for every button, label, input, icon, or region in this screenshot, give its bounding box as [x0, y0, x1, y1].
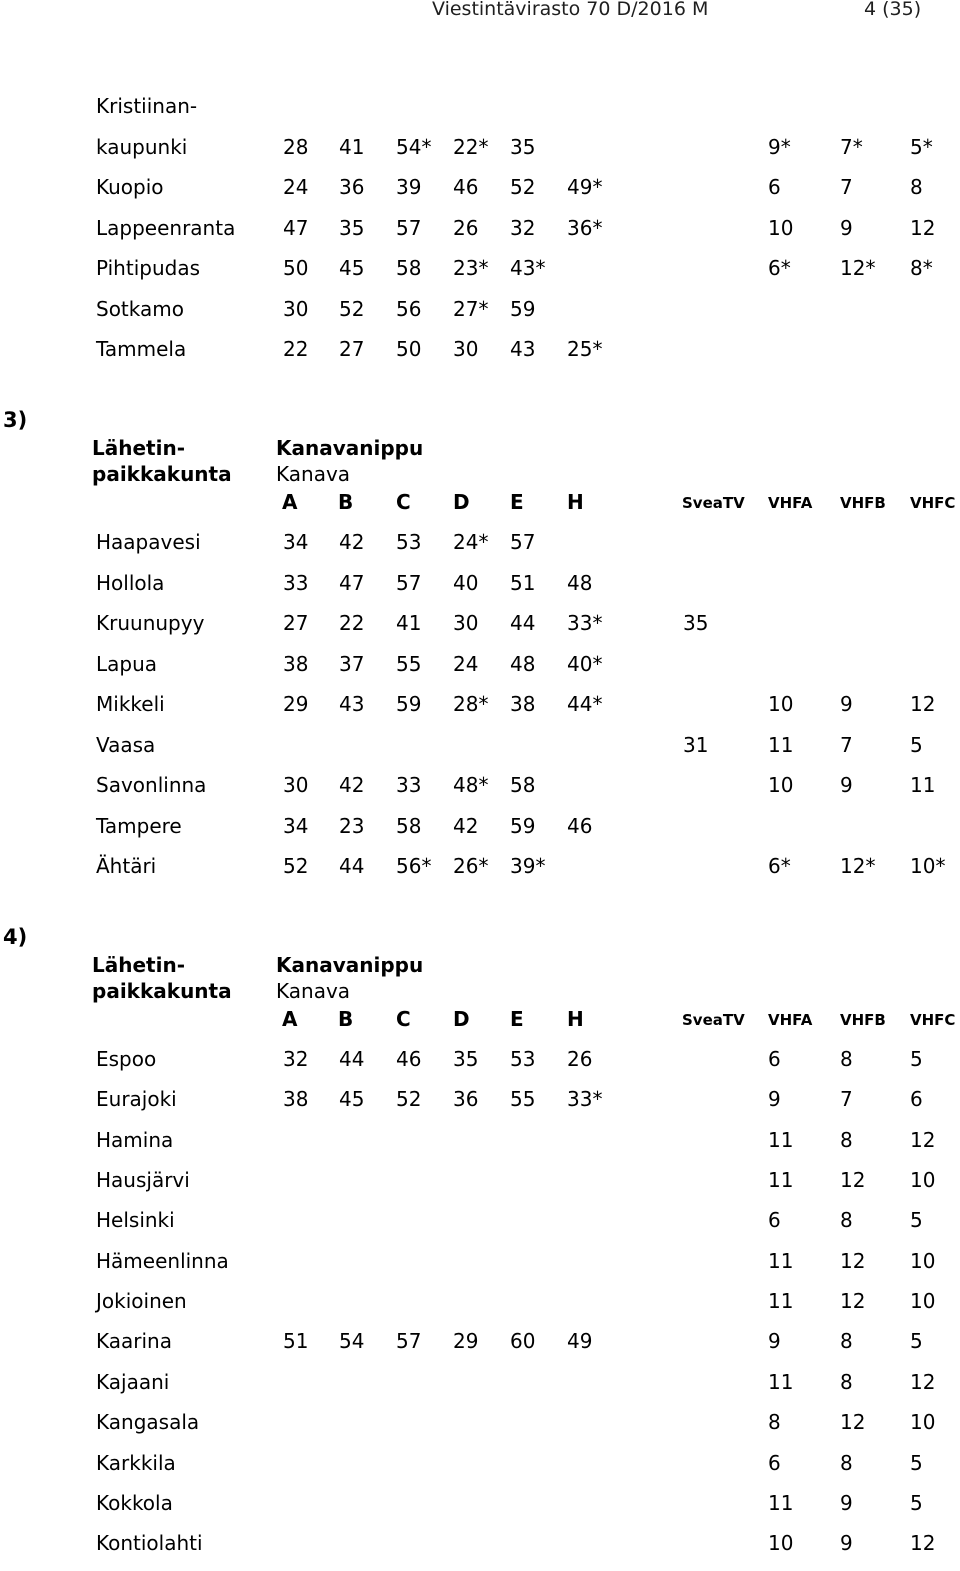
table-row [0, 854, 960, 894]
table-row [0, 135, 960, 175]
location-name: Tammela [96, 337, 187, 361]
channel-value: 48* [453, 773, 489, 797]
channel-value: 5 [910, 1450, 923, 1475]
channel-value: 55 [396, 651, 422, 676]
channel-value: 36* [567, 215, 603, 240]
channel-value: 36 [339, 175, 365, 199]
channel-value: 28* [453, 692, 489, 716]
channel-value: 8 [768, 1410, 781, 1435]
location-name: Kangasala [96, 1410, 200, 1435]
channel-value: 6 [910, 1087, 923, 1112]
channel-value: 5 [910, 1329, 923, 1354]
channel-value: 27* [453, 296, 489, 321]
channel-value: 28 [283, 134, 309, 159]
channel-value: 22 [283, 337, 309, 361]
channel-value: 54* [396, 134, 432, 159]
channel-value: 39* [510, 854, 546, 878]
channel-value: 11 [768, 1248, 794, 1273]
channel-value: 26 [567, 1047, 593, 1071]
table-row [0, 1329, 960, 1369]
channel-value: 50 [396, 337, 422, 361]
table-row [0, 216, 960, 256]
channel-value: 12 [840, 1248, 866, 1273]
channel-value: 38 [283, 1087, 309, 1112]
column-header: VHFB [840, 494, 886, 512]
channel-value: 52 [339, 296, 365, 321]
location-name: Kontiolahti [96, 1531, 203, 1556]
location-name: Pihtipudas [96, 256, 200, 280]
channel-value: 34 [283, 813, 309, 838]
table-row [0, 337, 960, 377]
location-name: Hamina [96, 1127, 174, 1152]
table-row [0, 1128, 960, 1168]
channel-value: 59 [396, 692, 422, 716]
channel-value: 39 [396, 175, 422, 199]
channel-value: 5 [910, 1490, 923, 1515]
column-header: E [510, 490, 524, 514]
table-row [0, 571, 960, 611]
channel-value: 50 [283, 256, 309, 280]
channel-value: 46 [567, 813, 593, 838]
channel-value: 43* [510, 256, 546, 280]
channel-value: 8 [840, 1208, 853, 1233]
channel-value: 11 [910, 773, 936, 797]
channel-value: 9 [768, 1329, 781, 1354]
channel-value: 12 [840, 1289, 866, 1314]
channel-value: 54 [339, 1329, 365, 1354]
column-header: H [567, 1007, 584, 1031]
channel-value: 27 [283, 611, 309, 635]
channel-value: 46 [396, 1047, 422, 1071]
location-name: Haapavesi [96, 530, 201, 554]
channel-value: 6 [768, 1450, 781, 1475]
channel-value: 42 [339, 773, 365, 797]
channel-value: 60 [510, 1329, 536, 1354]
channel-value: 35 [339, 215, 365, 240]
page-number: 4 (35) [864, 0, 922, 20]
document-reference: Viestintävirasto 70 D/2016 M [432, 0, 709, 20]
table-row [0, 1491, 960, 1531]
table-row [0, 692, 960, 732]
channel-value: 22* [453, 134, 489, 159]
channel-value: 9 [768, 1087, 781, 1112]
channel-value: 9 [840, 692, 853, 716]
channel-value: 52 [510, 175, 536, 199]
channel-value: 6 [768, 1047, 781, 1071]
channel-value: 7* [840, 134, 863, 159]
location-name: Lappeenranta [96, 215, 236, 240]
channel-value: 5 [910, 1047, 923, 1071]
channel-value: 42 [339, 530, 365, 554]
column-header: SveaTV [682, 1011, 745, 1029]
channel-value: 57 [396, 215, 422, 240]
column-title-line2: paikkakunta [92, 979, 232, 1003]
channel-value: 11 [768, 1168, 794, 1193]
location-name: Hämeenlinna [96, 1248, 229, 1273]
channel-value: 30 [283, 296, 309, 321]
channel-value: 12 [910, 1531, 936, 1556]
column-header: B [338, 490, 354, 514]
channel-value: 8 [840, 1047, 853, 1071]
table-row [0, 1289, 960, 1329]
table-row [0, 256, 960, 296]
channel-value: 33* [567, 1087, 603, 1112]
column-header: H [567, 490, 584, 514]
location-name: Hausjärvi [96, 1168, 190, 1193]
table-row [0, 814, 960, 854]
channel-value: 5 [910, 732, 923, 757]
table-row [0, 1531, 960, 1571]
channel-value: 51 [510, 570, 536, 595]
page-header [0, 0, 960, 24]
channel-value: 29 [453, 1329, 479, 1354]
channel-value: 48 [567, 570, 593, 595]
column-header: E [510, 1007, 524, 1031]
channel-value: 7 [840, 1087, 853, 1112]
group-label: Kanavanippu [276, 436, 424, 460]
channel-value: 5 [910, 1208, 923, 1233]
channel-value: 6 [768, 1208, 781, 1233]
channel-value: 11 [768, 1369, 794, 1394]
location-name: Mikkeli [96, 692, 165, 716]
channel-value: 10 [910, 1289, 936, 1314]
column-header: VHFC [910, 494, 956, 512]
channel-value: 10 [768, 1531, 794, 1556]
location-name: Kajaani [96, 1369, 170, 1394]
channel-value: 7 [840, 732, 853, 757]
channel-value: 30 [283, 773, 309, 797]
column-title-line1: Lähetin- [92, 953, 185, 977]
channel-value: 12* [840, 854, 876, 878]
table-row [0, 1087, 960, 1127]
channel-value: 10 [910, 1168, 936, 1193]
channel-value: 8* [910, 256, 933, 280]
channel-value: 36 [453, 1087, 479, 1112]
column-header: D [453, 1007, 470, 1031]
channel-value: 6 [768, 175, 781, 199]
channel-value: 7 [840, 175, 853, 199]
channel-value: 5* [910, 134, 933, 159]
channel-value: 12 [910, 215, 936, 240]
location-name: Vaasa [96, 732, 156, 757]
channel-value: 58 [396, 256, 422, 280]
channel-value: 47 [283, 215, 309, 240]
column-header: VHFA [768, 1011, 813, 1029]
column-header: A [282, 1007, 298, 1031]
column-header: B [338, 1007, 354, 1031]
channel-value: 11 [768, 1127, 794, 1152]
channel-value: 27 [339, 337, 365, 361]
channel-value: 45 [339, 1087, 365, 1112]
channel-value: 22 [339, 611, 365, 635]
channel-value: 33* [567, 611, 603, 635]
channel-value: 45 [339, 256, 365, 280]
table-row [0, 1451, 960, 1491]
channel-value: 49 [567, 1329, 593, 1354]
location-name: Eurajoki [96, 1087, 177, 1112]
channel-value: 8 [840, 1450, 853, 1475]
channel-value: 30 [453, 611, 479, 635]
channel-value: 25* [567, 337, 603, 361]
channel-value: 11 [768, 1289, 794, 1314]
channel-value: 9 [840, 773, 853, 797]
channel-value: 41 [396, 611, 422, 635]
channel-value: 8 [840, 1127, 853, 1152]
channel-value: 57 [510, 530, 536, 554]
channel-value: 30 [453, 337, 479, 361]
table-row [0, 652, 960, 692]
channel-value: 33 [396, 773, 422, 797]
channel-value: 11 [768, 1490, 794, 1515]
table-row [0, 773, 960, 813]
channel-value: 12* [840, 256, 876, 280]
channel-value: 42 [453, 813, 479, 838]
channel-value: 35 [683, 611, 709, 635]
channel-value: 10 [910, 1248, 936, 1273]
channel-value: 23 [339, 813, 365, 838]
channel-value: 43 [339, 692, 365, 716]
table-row [0, 94, 960, 134]
table-row [0, 1410, 960, 1450]
channel-value: 58 [510, 773, 536, 797]
channel-value: 33 [283, 570, 309, 595]
location-name: Kuopio [96, 175, 164, 199]
location-name: Karkkila [96, 1450, 176, 1475]
channel-value: 9* [768, 134, 791, 159]
channel-value: 56* [396, 854, 432, 878]
channel-value: 59 [510, 813, 536, 838]
table-row [0, 1370, 960, 1410]
channel-value: 53 [396, 530, 422, 554]
column-header: A [282, 490, 298, 514]
location-name: Lapua [96, 651, 158, 676]
channel-value: 48 [510, 651, 536, 676]
channel-value: 37 [339, 651, 365, 676]
channel-value: 41 [339, 134, 365, 159]
channel-value: 52 [396, 1087, 422, 1112]
table-row [0, 530, 960, 570]
column-header: VHFA [768, 494, 813, 512]
column-header: VHFC [910, 1011, 956, 1029]
table-row [0, 733, 960, 773]
channel-value: 44 [339, 1047, 365, 1071]
group-label: Kanavanippu [276, 953, 424, 977]
channel-value: 24* [453, 530, 489, 554]
column-header: VHFB [840, 1011, 886, 1029]
location-name: Helsinki [96, 1208, 175, 1233]
channel-value: 12 [910, 692, 936, 716]
channel-value: 31 [683, 732, 709, 757]
sub-label: Kanava [276, 462, 351, 486]
channel-value: 44 [339, 854, 365, 878]
channel-value: 44* [567, 692, 603, 716]
location-name: Ähtäri [96, 854, 157, 878]
channel-value: 10 [910, 1410, 936, 1435]
location-name: Hollola [96, 570, 165, 595]
channel-value: 9 [840, 1490, 853, 1515]
location-name: Kruunupyy [96, 611, 205, 635]
channel-value: 9 [840, 215, 853, 240]
channel-value: 38 [510, 692, 536, 716]
table-row [0, 175, 960, 215]
channel-value: 6* [768, 854, 791, 878]
table-row [0, 1208, 960, 1248]
channel-value: 23* [453, 256, 489, 280]
column-header: C [396, 490, 411, 514]
channel-value: 40* [567, 651, 603, 676]
channel-value: 38 [283, 651, 309, 676]
location-name: Espoo [96, 1047, 157, 1071]
channel-value: 51 [283, 1329, 309, 1354]
channel-value: 10 [768, 692, 794, 716]
location-name: kaupunki [96, 134, 188, 159]
channel-value: 6* [768, 256, 791, 280]
channel-value: 32 [283, 1047, 309, 1071]
channel-value: 10 [768, 773, 794, 797]
table-row [0, 297, 960, 337]
channel-value: 12 [840, 1168, 866, 1193]
channel-value: 9 [840, 1531, 853, 1556]
channel-value: 44 [510, 611, 536, 635]
channel-value: 12 [910, 1127, 936, 1152]
channel-value: 34 [283, 530, 309, 554]
channel-value: 46 [453, 175, 479, 199]
column-header: D [453, 490, 470, 514]
channel-value: 47 [339, 570, 365, 595]
channel-value: 43 [510, 337, 536, 361]
channel-value: 59 [510, 296, 536, 321]
section-number: 4) [3, 925, 28, 949]
channel-value: 52 [283, 854, 309, 878]
location-name: Kokkola [96, 1490, 173, 1515]
column-title-line2: paikkakunta [92, 462, 232, 486]
channel-value: 35 [510, 134, 536, 159]
channel-value: 55 [510, 1087, 536, 1112]
channel-value: 35 [453, 1047, 479, 1071]
column-title-line1: Lähetin- [92, 436, 185, 460]
location-name: Jokioinen [96, 1289, 187, 1314]
channel-value: 29 [283, 692, 309, 716]
channel-value: 11 [768, 732, 794, 757]
column-header: C [396, 1007, 411, 1031]
section-number: 3) [3, 408, 28, 432]
location-name: Tampere [96, 813, 182, 838]
channel-value: 26 [453, 215, 479, 240]
channel-value: 8 [840, 1369, 853, 1394]
channel-value: 32 [510, 215, 536, 240]
table-row [0, 1249, 960, 1289]
channel-value: 53 [510, 1047, 536, 1071]
channel-value: 57 [396, 1329, 422, 1354]
channel-value: 57 [396, 570, 422, 595]
table-row [0, 611, 960, 651]
channel-value: 12 [840, 1410, 866, 1435]
channel-value: 58 [396, 813, 422, 838]
channel-value: 56 [396, 296, 422, 321]
channel-value: 49* [567, 175, 603, 199]
channel-value: 10* [910, 854, 946, 878]
channel-value: 12 [910, 1369, 936, 1394]
column-header: SveaTV [682, 494, 745, 512]
table-row [0, 1168, 960, 1208]
location-name: Sotkamo [96, 296, 184, 321]
channel-value: 24 [283, 175, 309, 199]
location-name: Savonlinna [96, 773, 207, 797]
channel-value: 40 [453, 570, 479, 595]
table-row [0, 1047, 960, 1087]
channel-value: 8 [840, 1329, 853, 1354]
sub-label: Kanava [276, 979, 351, 1003]
channel-value: 24 [453, 651, 479, 676]
channel-value: 10 [768, 215, 794, 240]
location-name: Kaarina [96, 1329, 172, 1354]
channel-value: 8 [910, 175, 923, 199]
channel-value: 26* [453, 854, 489, 878]
location-name: Kristiinan- [96, 94, 198, 118]
